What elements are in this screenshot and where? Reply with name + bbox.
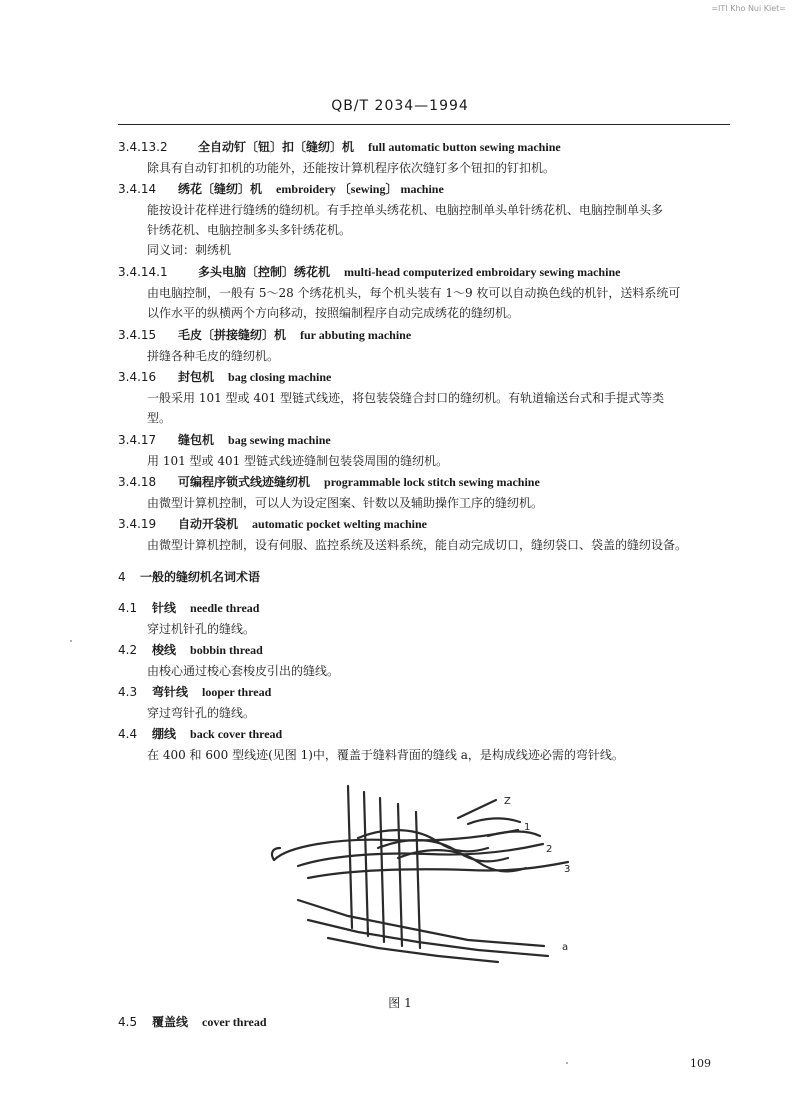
entry-desc: 以作水平的纵横两个方向移动，按照编制程序自动完成绣花的缝纫机。 (147, 306, 520, 320)
corner-watermark: =ITI Kho Nui Kiet= (711, 4, 786, 13)
entry-heading: 3.4.19 自动开袋机 automatic pocket welting machine (118, 517, 427, 531)
page-number: 109 (690, 1057, 711, 1070)
entry-desc: 一般采用 101 型或 401 型链式线迹，将包装袋缝合封口的缝纫机。有轨道输送台式和手提式等类 (147, 391, 665, 405)
entry-desc: 能按设计花样进行缝绣的缝纫机。有手控单头绣花机、电脑控制单头单针绣花机、电脑控制单头多 (147, 203, 664, 217)
standard-number: QB/T 2034—1994 (331, 98, 469, 114)
entry-desc: 用 101 型或 401 型链式线迹缝制包装袋周围的缝纫机。 (147, 454, 449, 468)
scan-speck (566, 1062, 568, 1064)
thread-z (458, 800, 496, 818)
entry-desc: 针绣花机、电脑控制多头多针绣花机。 (147, 223, 352, 237)
cover-thread (298, 844, 543, 866)
term-heading: 4.4 绷线 back cover thread (118, 727, 283, 741)
thread-1 (468, 818, 520, 824)
term-heading: 4.5 覆盖线 cover thread (118, 1015, 267, 1029)
entry-desc: 由微型计算机控制，可以人为设定图案、针数以及辅助操作工序的缝纫机。 (147, 496, 544, 510)
section-heading: 4 一般的缝纫机名词术语 (118, 570, 261, 584)
entry-heading: 3.4.18 可编程序锁式线迹缝纫机 programmable lock stitch sewing machine (118, 475, 540, 489)
needle-thread (398, 804, 402, 946)
entry-desc: 同义词：刺绣机 (147, 243, 232, 257)
entry-heading: 3.4.14.1 多头电脑〔控制〕绣花机 multi-head computerized embroidary sewing machine (118, 265, 621, 279)
term-desc: 穿过弯针孔的缝线。 (147, 706, 256, 720)
label-3: 3 (564, 864, 571, 875)
term-heading: 4.3 弯针线 looper thread (118, 685, 272, 699)
entry-desc: 由电脑控制，一般有 5～28 个绣花机头，每个机头装有 1～9 枚可以自动换色线的机针，送料系统可 (147, 286, 681, 300)
figure-caption: 图 1 (388, 996, 412, 1010)
label-1: 1 (524, 822, 531, 833)
term-desc: 在 400 和 600 型线迹(见图 1)中，覆盖于缝料背面的缝线 a，是构成线迹必需的弯针线。 (147, 748, 624, 762)
entry-heading: 3.4.15 毛皮〔拼接缝纫〕机 fur abbuting machine (118, 328, 412, 342)
entry-desc: 拼缝各种毛皮的缝纫机。 (147, 349, 280, 363)
term-heading: 4.1 针线 needle thread (118, 601, 260, 615)
label-2: 2 (546, 844, 553, 855)
entry-heading: 3.4.14 绣花〔缝纫〕机 embroidery 〔sewing〕 machine (118, 182, 444, 196)
back-thread (308, 920, 548, 956)
thread-2 (488, 832, 540, 837)
needle-thread (364, 792, 368, 936)
term-desc: 由梭心通过梭心套梭皮引出的缝线。 (147, 664, 340, 678)
cover-thread (274, 830, 518, 860)
entry-desc: 除具有自动钉扣机的功能外，还能按计算机程序依次缝钉多个钮扣的钉扣机。 (147, 161, 556, 175)
stitch-figure (268, 778, 580, 978)
scan-speck (70, 640, 72, 642)
entry-heading: 3.4.17 缝包机 bag sewing machine (118, 433, 331, 447)
term-heading: 4.2 梭线 bobbin thread (118, 643, 263, 657)
cover-thread (308, 862, 571, 878)
label-a: a (562, 942, 569, 953)
term-desc: 穿过机针孔的缝线。 (147, 622, 256, 636)
label-z: Z (504, 796, 511, 807)
entry-desc: 型。 (147, 411, 172, 425)
entry-heading: 3.4.13.2 全自动钉〔钮〕扣〔缝纫〕机 full automatic button sewing machine (118, 140, 561, 154)
entry-desc: 由微型计算机控制，设有伺服、监控系统及送料系统，能自动完成切口，缝纫袋口、袋盖的缝纫设备。 (147, 538, 688, 552)
header-rule (118, 124, 730, 125)
entry-heading: 3.4.16 封包机 bag closing machine (118, 370, 332, 384)
